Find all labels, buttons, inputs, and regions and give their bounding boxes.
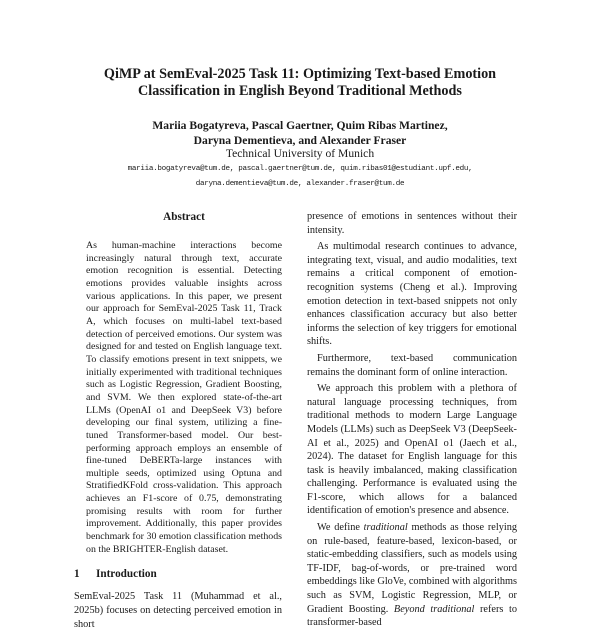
title-line-2: Classification in English Beyond Traditional Methods	[138, 83, 462, 99]
abstract-text: As human-machine interactions become increasingly natural through text, accurate emotion recognition is essential. Detecting emotions provides valuable insights across various applications. In this paper, we present our approach for SemEval-2025 Task 11, Track A, which focuses on multi-label text-based detection of perceived emotions. Our system was designed for and tested on English language text. To classify emotions present in text snippets, we initially experimented with traditional techniques such as Logistic Regression, Gradient Boosting, and SVM. We then explored state-of-the-art LLMs (OpenAI o1 and DeepSeek V3) before developing our final system, utilizing a fine-tuned Transformer-based model. Our best-performing approach employs an ensemble of fine-tuned DeBERTa-large instances with multiple seeds, optimized using Optuna and StratifiedKFold cross-validation. This approach achieves an F1-score of 0.75, demonstrating promising results with room for further improvement. Additionally, this paper provides benchmark for 30 emotion classification methods on the BRIGHTER-English dataset.	[86, 240, 282, 555]
p4-emphasis: traditional	[363, 522, 408, 534]
left-column	[74, 210, 282, 631]
authors-line-2: Daryna Dementieva, and Alexander Fraser	[193, 134, 407, 147]
p4-emphasis-2: Beyond traditional	[393, 603, 475, 615]
section-title: Introduction	[96, 568, 157, 581]
section-heading-introduction	[74, 568, 270, 580]
title-line-1: QiMP at SemEval-2025 Task 11: Optimizing Text-based Emotion	[103, 66, 497, 82]
author-emails	[40, 162, 560, 192]
right-paragraph-2: Furthermore, text-based communication remains the dominant form of online interaction.	[307, 352, 517, 378]
intro-paragraph: SemEval-2025 Task 11 (Muhammad et al., 2025b) focuses on detecting perceived emotion in short	[74, 591, 282, 630]
right-paragraph-3: We approach this problem with a plethora of natural language processing techniques, from traditional methods to modern Large Language Models (LLMs) such as DeepSeek V3 (DeepSeek-AI et al., 2025) and OpenAI o1 (Jaech et al., 2024). The dataset for English language for this task is heavily imbalanced, making classification challenging. Performance is evaluated using the F1-score, which allows for a balanced identification of emotion's presence and absence.	[307, 383, 517, 517]
authors-line-1: Mariia Bogatyreva, Pascal Gaertner, Quim Ribas Martinez,	[152, 119, 448, 132]
p4-text-a: We define	[317, 522, 364, 534]
p4-text-c: refers to transformer-based	[307, 603, 517, 629]
right-paragraph-4	[307, 521, 517, 630]
abstract-heading: Abstract	[163, 211, 205, 223]
right-paragraph-0: presence of emotions in sentences without their intensity.	[307, 211, 517, 236]
emails-line-2: daryna.dementieva@tum.de, alexander.fraser@tum.de	[195, 180, 405, 188]
affiliation: Technical University of Munich	[225, 147, 375, 160]
right-paragraph-1: As multimodal research continues to advance, integrating text, visual, and audio modalities, text remains a critical component of emotion-recognition systems (Cheng et al.). Improving emotion detection in text-based snippets not only enhances classification accuracy but also better informs the selection of key triggers for emotional shifts.	[307, 241, 517, 348]
right-column	[307, 210, 517, 630]
paper-title	[40, 66, 560, 100]
p4-text-b: methods as those relying on rule-based, feature-based, lexicon-based, or static-embedding classifiers, such as models using TF-IDF, bag-of-words, or pre-trained word embeddings like GloVe, combined with algorithms such as SVM, Logistic Regression, MLP, or Gradient Boosting.	[307, 522, 518, 615]
section-number: 1	[74, 568, 80, 581]
author-list	[40, 118, 560, 148]
emails-line-1: mariia.bogatyreva@tum.de, pascal.gaertner@tum.de, quim.ribas01@estudiant.upf.edu,	[127, 165, 473, 173]
